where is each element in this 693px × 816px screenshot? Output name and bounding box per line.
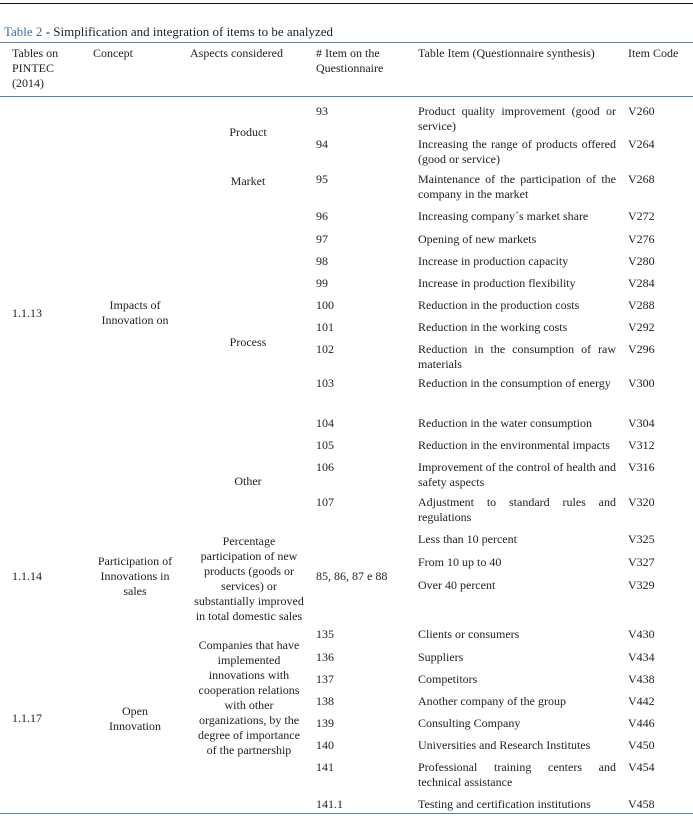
header-table-item: Table Item (Questionnaire synthesis) [418,46,595,60]
table-item: Increasing the range of products offered (good or service) [418,137,616,166]
item-number: 97 [316,232,328,246]
item-code: V442 [628,694,655,708]
item-number: 95 [316,172,328,186]
item-code: V312 [628,438,655,452]
item-code: V325 [628,532,655,546]
header-rule [0,96,693,97]
item-code: V300 [628,376,655,390]
item-number: 94 [316,137,328,151]
item-code: V276 [628,232,655,246]
table-item: Competitors [418,672,478,686]
aspect-product: Product [229,125,267,139]
table-item: Less than 10 percent [418,532,517,546]
aspect-other: Other [234,474,262,488]
table-item: Increasing company´s market share [418,209,589,223]
table-item: Suppliers [418,650,464,664]
table-item: Increase in production capacity [418,254,569,268]
table-item: Improvement of the control of health and safety aspects [418,460,616,489]
item-code: V264 [628,137,655,151]
item-number: 136 [316,650,334,664]
item-code: V272 [628,209,655,223]
item-code: V296 [628,342,655,356]
group-concept: Impacts of Innovation on [101,298,169,327]
table-item: Increase in production flexibility [418,276,576,290]
item-number: 102 [316,342,334,356]
header-concept: Concept [93,46,133,60]
item-code: V316 [628,460,655,474]
item-number: 135 [316,627,334,641]
header-tables: Tables on PINTEC (2014) [12,46,59,90]
item-number: 107 [316,495,334,509]
item-number: 141 [316,760,334,774]
table-item: Reduction in the water consumption [418,416,592,430]
item-code: V329 [628,578,655,592]
caption-label: Table 2 [4,24,43,39]
item-code: V430 [628,627,655,641]
group-concept: Open Innovation [109,704,161,733]
item-code: V292 [628,320,655,334]
table-item: Adjustment to standard rules and regulations [418,495,616,524]
table-item: Professional training centers and technical assistance [418,760,616,789]
group-table-id: 1.1.14 [12,569,42,583]
item-number: 98 [316,254,328,268]
table-item: Reduction in the working costs [418,320,568,334]
item-code: V304 [628,416,655,430]
item-number: 139 [316,716,334,730]
header-item-code: Item Code [628,46,679,60]
table-item: Over 40 percent [418,578,496,592]
table-item: Product quality improvement (good or service) [418,104,616,133]
item-code: V454 [628,760,655,774]
aspect-market: Market [230,174,266,188]
item-number: 106 [316,460,334,474]
item-number: 99 [316,276,328,290]
group-item-numbers: 85, 86, 87 e 88 [316,569,388,583]
table-item: Opening of new markets [418,232,537,246]
caption-rule [0,42,693,43]
table-item: Reduction in the production costs [418,298,580,312]
item-number: 137 [316,672,334,686]
item-code: V438 [628,672,655,686]
table-item: Reduction in the consumption of energy [418,376,611,390]
group-table-id: 1.1.17 [12,711,42,725]
table-item: Maintenance of the participation of the company in the market [418,172,616,201]
group-concept: Participation of Innovations in sales [97,554,173,598]
item-code: V320 [628,495,655,509]
item-number: 140 [316,738,334,752]
bottom-rule [0,813,693,814]
item-code: V288 [628,298,655,312]
item-number: 141.1 [316,797,343,811]
header-aspects: Aspects considered [190,46,283,60]
table-item: Consulting Company [418,716,521,730]
group-table-id: 1.1.13 [12,306,42,320]
table-item: Clients or consumers [418,627,520,641]
aspect-process: Process [229,335,267,349]
group-aspect: Companies that have implemented innovations with cooperation relations with other organizations, by the degree of importance of the partnership [198,638,300,757]
table-item: Testing and certification institutions [418,797,591,811]
table-item: Reduction in the consumption of raw materials [418,342,616,371]
item-number: 96 [316,209,328,223]
table-caption [4,24,333,39]
group-aspect: Percentage participation of new products (goods or services) or substantially improved in total domestic sales [194,534,304,623]
item-number: 93 [316,104,328,118]
item-code: V327 [628,555,655,569]
item-code: V284 [628,276,655,290]
item-code: V260 [628,104,655,118]
caption-text: - Simplification and integration of items to be analyzed [42,24,334,39]
table-item: Another company of the group [418,694,566,708]
item-code: V446 [628,716,655,730]
item-number: 101 [316,320,334,334]
header-item-number: # Item on the Questionnaire [316,46,384,75]
item-code: V458 [628,797,655,811]
table-item: Universities and Research Institutes [418,738,591,752]
table-item: Reduction in the environmental impacts [418,438,610,452]
top-rule [0,3,693,4]
item-code: V280 [628,254,655,268]
table-item: From 10 up to 40 [418,555,502,569]
item-code: V450 [628,738,655,752]
item-number: 100 [316,298,334,312]
item-number: 138 [316,694,334,708]
item-code: V434 [628,650,655,664]
item-number: 105 [316,438,334,452]
item-number: 104 [316,416,334,430]
item-code: V268 [628,172,655,186]
item-number: 103 [316,376,334,390]
